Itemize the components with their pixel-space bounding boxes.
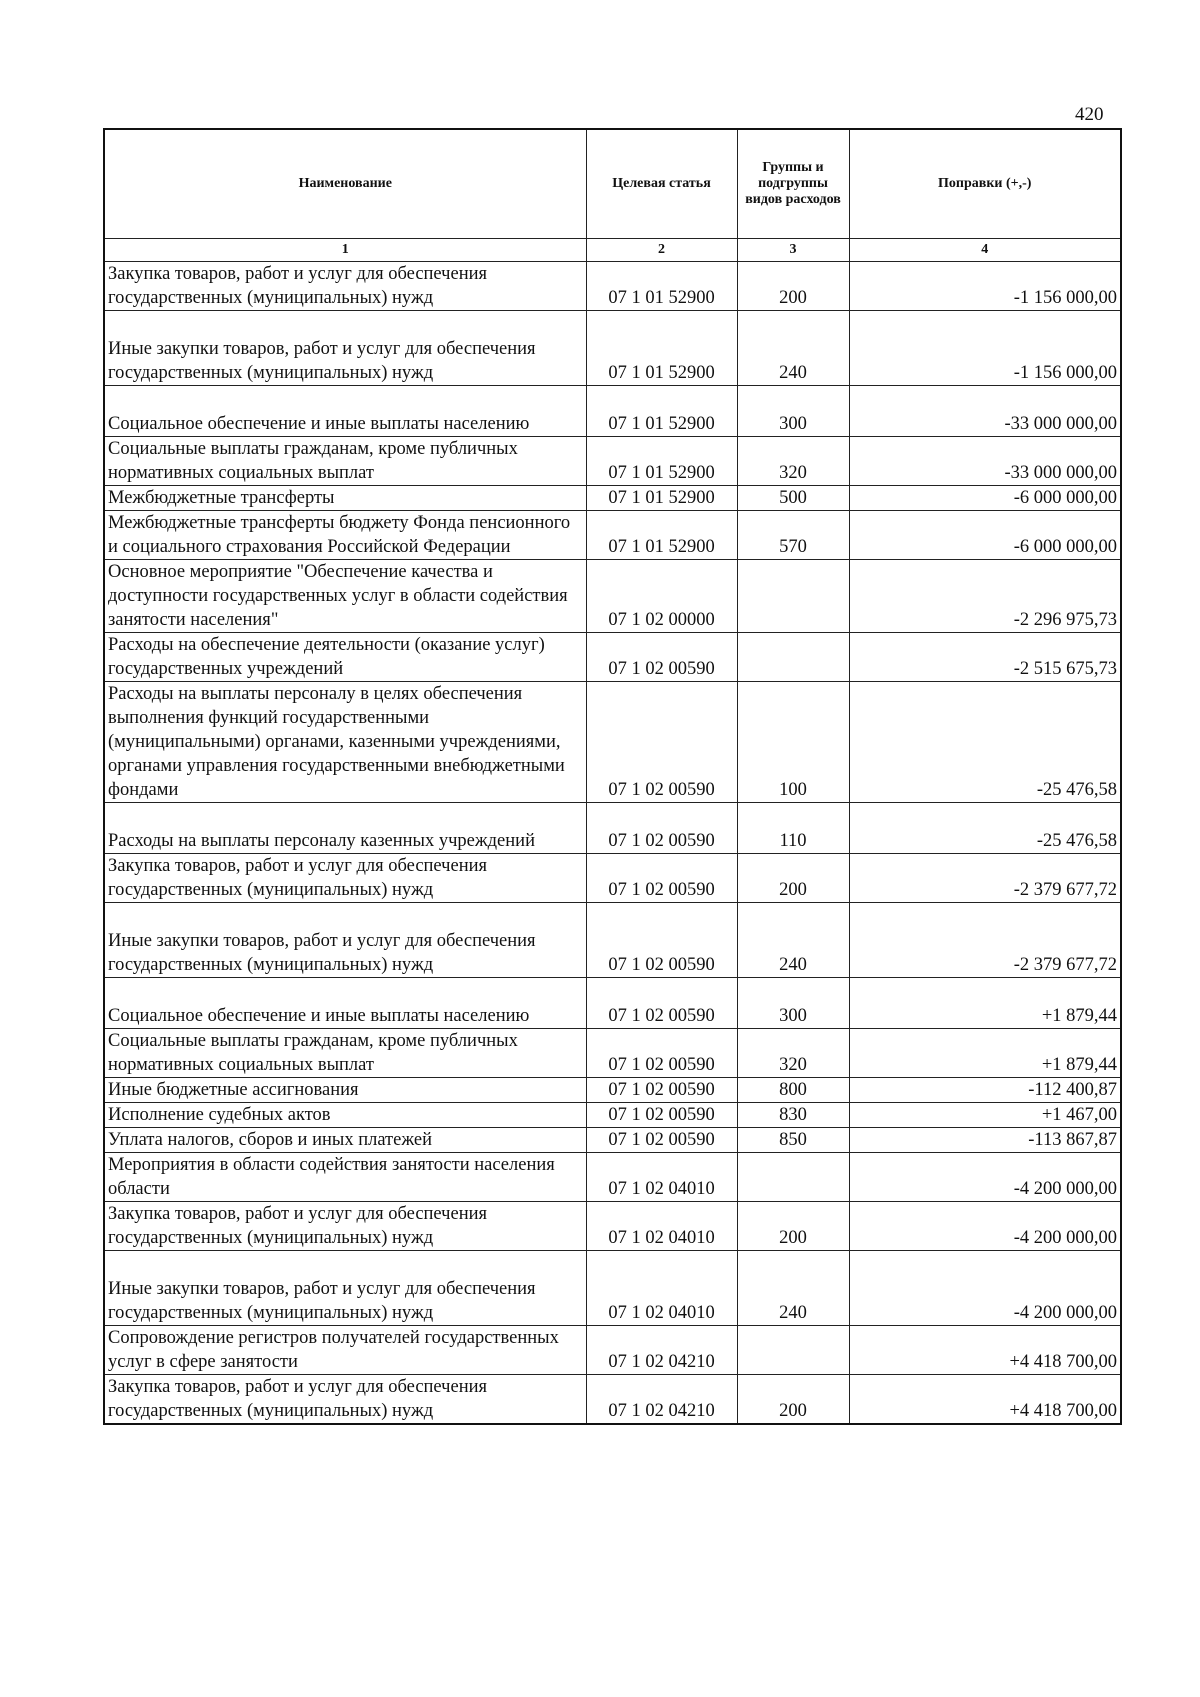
row-group: 100 (737, 682, 849, 803)
row-code: 07 1 02 04010 (586, 1251, 737, 1326)
row-group: 200 (737, 854, 849, 903)
row-name: Исполнение судебных актов (104, 1103, 586, 1128)
table-row (104, 803, 1121, 854)
table-row (104, 1375, 1121, 1425)
table-row (104, 1029, 1121, 1078)
row-group (737, 1153, 849, 1202)
row-name: Закупка товаров, работ и услуг для обеспечения государственных (муниципальных) нужд (104, 1202, 586, 1251)
row-amount: -4 200 000,00 (849, 1251, 1121, 1326)
row-amount: -6 000 000,00 (849, 511, 1121, 560)
row-code: 07 1 02 04210 (586, 1326, 737, 1375)
row-name: Социальные выплаты гражданам, кроме публичных нормативных социальных выплат (104, 437, 586, 486)
row-name: Расходы на выплаты персоналу казенных учреждений (104, 803, 586, 854)
column-index-row (104, 239, 1121, 262)
row-code: 07 1 02 00590 (586, 1103, 737, 1128)
row-code: 07 1 02 00590 (586, 1078, 737, 1103)
row-amount: +4 418 700,00 (849, 1326, 1121, 1375)
row-amount: -2 515 675,73 (849, 633, 1121, 682)
row-name: Расходы на выплаты персоналу в целях обеспечения выполнения функций государственными (муниципальными) органами, казенными учреждениями, органами управления государственными внебюджетными фондами (104, 682, 586, 803)
row-group (737, 1326, 849, 1375)
row-group: 570 (737, 511, 849, 560)
row-amount: -33 000 000,00 (849, 386, 1121, 437)
row-amount: -4 200 000,00 (849, 1153, 1121, 1202)
row-code: 07 1 02 00590 (586, 978, 737, 1029)
row-amount: -1 156 000,00 (849, 262, 1121, 311)
header-name: Наименование (104, 129, 586, 239)
row-amount: -25 476,58 (849, 682, 1121, 803)
table-row (104, 560, 1121, 633)
table-row (104, 1202, 1121, 1251)
row-code: 07 1 02 04010 (586, 1202, 737, 1251)
row-group: 800 (737, 1078, 849, 1103)
table-row (104, 633, 1121, 682)
row-group: 200 (737, 1202, 849, 1251)
row-amount: -2 379 677,72 (849, 903, 1121, 978)
row-group: 110 (737, 803, 849, 854)
row-amount: -1 156 000,00 (849, 311, 1121, 386)
row-name: Межбюджетные трансферты бюджету Фонда пенсионного и социального страхования Российской Федерации (104, 511, 586, 560)
table-row (104, 854, 1121, 903)
row-code: 07 1 02 00000 (586, 560, 737, 633)
row-name: Социальные выплаты гражданам, кроме публичных нормативных социальных выплат (104, 1029, 586, 1078)
row-group: 320 (737, 1029, 849, 1078)
table-row (104, 1153, 1121, 1202)
table-body (104, 262, 1121, 1425)
table-row (104, 437, 1121, 486)
table-row (104, 978, 1121, 1029)
header-target: Целевая статья (586, 129, 737, 239)
column-index: 1 (104, 239, 586, 262)
row-name: Иные закупки товаров, работ и услуг для обеспечения государственных (муниципальных) нужд (104, 903, 586, 978)
column-index: 3 (737, 239, 849, 262)
row-name: Иные бюджетные ассигнования (104, 1078, 586, 1103)
row-group: 320 (737, 437, 849, 486)
page-number: 420 (1075, 104, 1104, 125)
row-name: Социальное обеспечение и иные выплаты населению (104, 978, 586, 1029)
row-amount: -33 000 000,00 (849, 437, 1121, 486)
row-code: 07 1 02 00590 (586, 854, 737, 903)
row-group: 300 (737, 386, 849, 437)
row-group: 240 (737, 311, 849, 386)
row-group: 200 (737, 262, 849, 311)
row-amount: -2 296 975,73 (849, 560, 1121, 633)
row-code: 07 1 02 00590 (586, 903, 737, 978)
row-amount: -6 000 000,00 (849, 486, 1121, 511)
table-row (104, 311, 1121, 386)
row-group: 240 (737, 1251, 849, 1326)
row-code: 07 1 02 00590 (586, 1029, 737, 1078)
row-code: 07 1 02 00590 (586, 633, 737, 682)
row-code: 07 1 02 04010 (586, 1153, 737, 1202)
row-name: Закупка товаров, работ и услуг для обеспечения государственных (муниципальных) нужд (104, 854, 586, 903)
row-name: Мероприятия в области содействия занятости населения области (104, 1153, 586, 1202)
table-row (104, 1326, 1121, 1375)
row-name: Основное мероприятие "Обеспечение качества и доступности государственных услуг в области содействия занятости населения" (104, 560, 586, 633)
table-row (104, 486, 1121, 511)
row-group: 300 (737, 978, 849, 1029)
budget-amendments-table (103, 128, 1122, 1425)
column-index: 2 (586, 239, 737, 262)
row-code: 07 1 01 52900 (586, 311, 737, 386)
header-row (104, 129, 1121, 239)
row-amount: +1 467,00 (849, 1103, 1121, 1128)
row-code: 07 1 01 52900 (586, 262, 737, 311)
row-group: 200 (737, 1375, 849, 1425)
table-row (104, 1078, 1121, 1103)
row-name: Межбюджетные трансферты (104, 486, 586, 511)
header-groups: Группы и подгруппы видов расходов (737, 129, 849, 239)
row-group: 830 (737, 1103, 849, 1128)
row-name: Социальное обеспечение и иные выплаты населению (104, 386, 586, 437)
row-group (737, 560, 849, 633)
row-amount: -2 379 677,72 (849, 854, 1121, 903)
table-row (104, 903, 1121, 978)
row-group: 500 (737, 486, 849, 511)
row-group: 850 (737, 1128, 849, 1153)
table-row (104, 262, 1121, 311)
row-amount: +1 879,44 (849, 978, 1121, 1029)
column-index: 4 (849, 239, 1121, 262)
row-group: 240 (737, 903, 849, 978)
row-name: Уплата налогов, сборов и иных платежей (104, 1128, 586, 1153)
table-row (104, 1103, 1121, 1128)
row-amount: +1 879,44 (849, 1029, 1121, 1078)
row-code: 07 1 01 52900 (586, 386, 737, 437)
row-amount: -4 200 000,00 (849, 1202, 1121, 1251)
row-code: 07 1 02 00590 (586, 1128, 737, 1153)
table-row (104, 386, 1121, 437)
row-code: 07 1 02 04210 (586, 1375, 737, 1425)
row-amount: -113 867,87 (849, 1128, 1121, 1153)
row-group (737, 633, 849, 682)
row-name: Закупка товаров, работ и услуг для обеспечения государственных (муниципальных) нужд (104, 1375, 586, 1425)
row-code: 07 1 01 52900 (586, 511, 737, 560)
row-name: Иные закупки товаров, работ и услуг для обеспечения государственных (муниципальных) нужд (104, 1251, 586, 1326)
row-name: Сопровождение регистров получателей государственных услуг в сфере занятости (104, 1326, 586, 1375)
row-name: Иные закупки товаров, работ и услуг для обеспечения государственных (муниципальных) нужд (104, 311, 586, 386)
row-name: Расходы на обеспечение деятельности (оказание услуг) государственных учреждений (104, 633, 586, 682)
table-row (104, 511, 1121, 560)
row-code: 07 1 01 52900 (586, 437, 737, 486)
row-name: Закупка товаров, работ и услуг для обеспечения государственных (муниципальных) нужд (104, 262, 586, 311)
header-amendments: Поправки (+,-) (849, 129, 1121, 239)
table-row (104, 1128, 1121, 1153)
table-row (104, 1251, 1121, 1326)
row-code: 07 1 02 00590 (586, 803, 737, 854)
row-amount: -25 476,58 (849, 803, 1121, 854)
row-code: 07 1 02 00590 (586, 682, 737, 803)
row-amount: -112 400,87 (849, 1078, 1121, 1103)
row-code: 07 1 01 52900 (586, 486, 737, 511)
row-amount: +4 418 700,00 (849, 1375, 1121, 1425)
table-row (104, 682, 1121, 803)
